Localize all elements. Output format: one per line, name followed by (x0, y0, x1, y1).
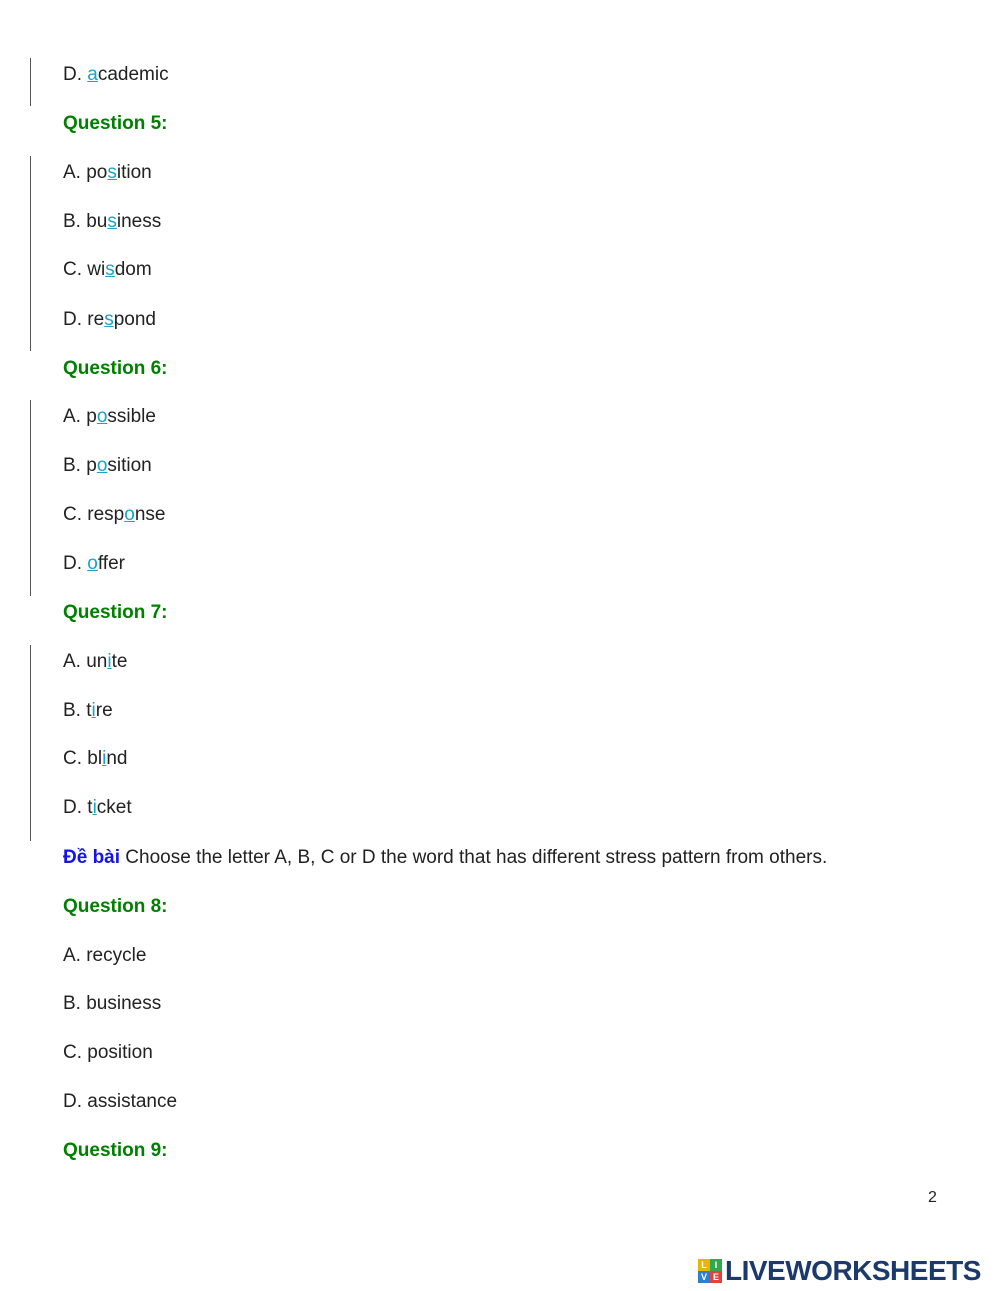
highlight-letter: i (107, 651, 112, 672)
option-line (63, 258, 152, 282)
option-line (63, 405, 156, 429)
page-number: 2 (928, 1189, 937, 1206)
option-text: C. resp (63, 504, 125, 525)
liveworksheets-logo (698, 1255, 981, 1287)
question-title: Question 7: (63, 602, 168, 623)
option-text: D. (63, 64, 88, 85)
option-line: D. assistance (63, 1091, 178, 1112)
logo-mark-icon (698, 1259, 722, 1283)
option-line (63, 650, 127, 674)
highlight-letter: o (96, 455, 108, 476)
option-text: C. wi (63, 259, 106, 280)
instruction (63, 846, 827, 870)
option-text: D. t (63, 797, 93, 818)
question-title: Question 9: (63, 1140, 168, 1161)
highlight-letter: s (105, 259, 115, 280)
option-text: A. p (63, 406, 97, 427)
question-title: Question 5: (63, 113, 168, 134)
block-bar (30, 645, 31, 841)
logo-mark-letter: V (698, 1271, 710, 1283)
option-text: C. bl (63, 748, 103, 769)
option-text: D. re (63, 309, 105, 330)
highlight-letter: s (107, 211, 117, 232)
option-line (63, 308, 156, 332)
highlight-letter: o (124, 504, 135, 525)
option-text: A. un (63, 651, 108, 672)
option-line (63, 210, 161, 234)
option-text: dom (114, 259, 152, 280)
logo-mark-letter: L (698, 1259, 710, 1271)
option-text: cket (96, 797, 132, 818)
option-text: pond (113, 309, 156, 330)
option-text: ition (116, 162, 152, 183)
option-line: C. position (63, 1042, 153, 1063)
option-line (63, 796, 132, 820)
highlight-letter: o (87, 553, 98, 574)
option-text: D. (63, 553, 88, 574)
option-text: nse (134, 504, 166, 525)
option-text: te (111, 651, 128, 672)
option-text: ffer (97, 553, 125, 574)
option-text: cademic (97, 64, 169, 85)
highlight-letter: o (96, 406, 108, 427)
option-text: ssible (107, 406, 156, 427)
block-bar (30, 400, 31, 596)
instruction-text: Choose the letter A, B, C or D the word that has different stress pattern from others. (120, 847, 828, 868)
option-text: re (95, 700, 113, 721)
option-line (63, 63, 169, 87)
option-line (63, 503, 165, 527)
option-text: sition (107, 455, 152, 476)
option-line (63, 747, 127, 771)
option-line (63, 699, 113, 723)
highlight-letter: i (91, 700, 96, 721)
block-bar (30, 156, 31, 351)
question-title: Question 8: (63, 896, 168, 917)
highlight-letter: s (107, 162, 117, 183)
option-line (63, 552, 125, 576)
question-title: Question 6: (63, 358, 168, 379)
option-text: B. p (63, 455, 97, 476)
option-text: nd (106, 748, 128, 769)
highlight-letter: s (104, 309, 114, 330)
logo-mark-letter: E (710, 1271, 722, 1283)
logo-text: LIVEWORKSHEETS (725, 1255, 981, 1286)
option-text: B. bu (63, 211, 108, 232)
option-line: A. recycle (63, 945, 147, 966)
option-line (63, 161, 152, 185)
option-text: A. po (63, 162, 108, 183)
highlight-letter: i (102, 748, 107, 769)
highlight-letter: a (87, 64, 98, 85)
option-text: B. t (63, 700, 92, 721)
instruction-label: Đề bài (63, 847, 121, 868)
highlight-letter: i (92, 797, 97, 818)
option-line (63, 454, 152, 478)
logo-mark-letter: I (710, 1259, 722, 1271)
option-text: iness (116, 211, 162, 232)
block-bar (30, 58, 31, 106)
option-line: B. business (63, 993, 162, 1014)
